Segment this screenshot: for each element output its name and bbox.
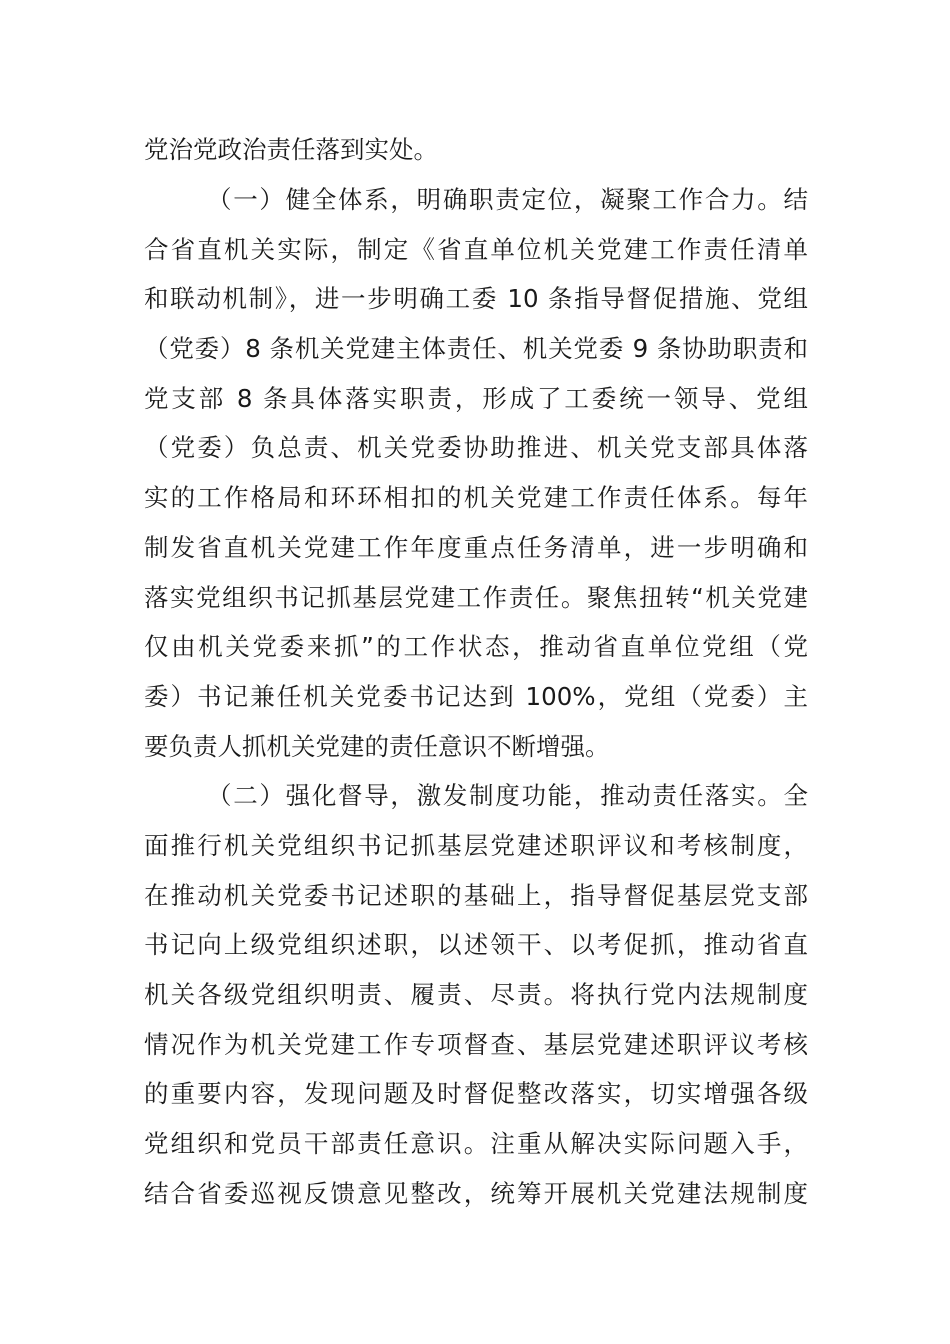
text-line: 的重要内容，发现问题及时督促整改落实，切实增强各级 [144,1079,808,1108]
text-line: （二）强化督导，激发制度功能，推动责任落实。全 [207,781,808,810]
text-line: 和联动机制》，进一步明确工委 10 条指导督促措施、党组 [144,284,808,313]
text-line: 在推动机关党委书记述职的基础上，指导督促基层党支部 [144,881,808,910]
text-line: 书记向上级党组织述职，以述领干、以考促抓，推动省直 [144,930,808,959]
text-line: 党组织和党员干部责任意识。注重从解决实际问题入手， [144,1129,808,1158]
text-line: 党支部 8 条具体落实职责，形成了工委统一领导、党组 [144,384,808,413]
text-line: 仅由机关党委来抓”的工作状态，推动省直单位党组（党 [144,632,808,661]
text-line: 机关各级党组织明责、履责、尽责。将执行党内法规制度 [144,980,808,1009]
text-line: （党委）8 条机关党建主体责任、机关党委 9 条协助职责和 [144,334,808,363]
text-line: 面推行机关党组织书记抓基层党建述职评议和考核制度， [144,831,808,860]
text-line: 要负责人抓机关党建的责任意识不断增强。 [144,732,610,761]
text-line: 情况作为机关党建工作专项督查、基层党建述职评议考核 [144,1030,808,1059]
text-line: 落实党组织书记抓基层党建工作责任。聚焦扭转“机关党建 [144,583,808,612]
text-line: 委）书记兼任机关党委书记达到 100%，党组（党委）主 [144,682,808,711]
text-line: 党治党政治责任落到实处。 [144,135,438,164]
text-line: 合省直机关实际，制定《省直单位机关党建工作责任清单 [144,235,808,264]
text-line: 制发省直机关党建工作年度重点任务清单，进一步明确和 [144,533,808,562]
text-line: （一）健全体系，明确职责定位，凝聚工作合力。结 [207,185,808,214]
text-line: 结合省委巡视反馈意见整改，统筹开展机关党建法规制度 [144,1179,808,1208]
text-line: 实的工作格局和环环相扣的机关党建工作责任体系。每年 [144,483,808,512]
text-line: （党委）负总责、机关党委协助推进、机关党支部具体落 [144,433,808,462]
